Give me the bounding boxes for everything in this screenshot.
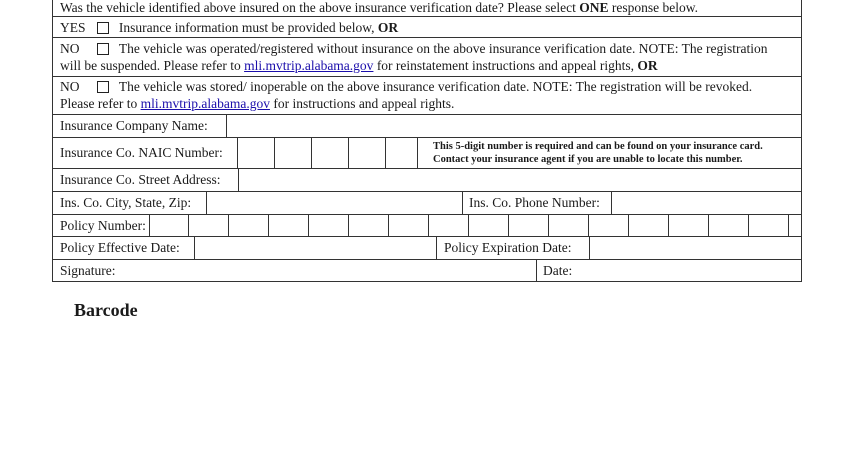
barcode-label: Barcode (74, 300, 138, 320)
policy-number-box[interactable] (388, 215, 429, 236)
naic-digit-box[interactable] (237, 138, 275, 168)
no-operated-option-row: NO The vehicle was operated/registered without insurance on the above insurance verification date. NOTE: The registration will be suspended. Please refer to mli.mvtrip.alabama.gov for reinstatement instructions and appeal rights, OR (52, 38, 802, 77)
company-name-label: Insurance Company Name: (60, 118, 208, 133)
policy-number-row (52, 215, 802, 237)
policy-number-label: Policy Number: (60, 218, 146, 233)
policy-number-box[interactable] (188, 215, 229, 236)
policy-number-box[interactable] (708, 215, 749, 236)
phone-number-field[interactable] (611, 192, 801, 214)
yes-option-row: YES Insurance information must be provided below, OR (52, 17, 802, 38)
naic-digit-box[interactable] (385, 138, 418, 168)
policy-number-box[interactable] (228, 215, 269, 236)
yes-checkbox[interactable] (97, 22, 109, 34)
street-address-field[interactable] (238, 169, 801, 191)
no-operated-checkbox[interactable] (97, 43, 109, 55)
mvtrip-link-2[interactable]: mli.mvtrip.alabama.gov (140, 96, 270, 111)
policy-number-box[interactable] (508, 215, 549, 236)
no-label-1: NO (60, 41, 80, 56)
phone-number-label: Ins. Co. Phone Number: (469, 195, 600, 210)
policy-number-box[interactable] (149, 215, 189, 236)
city-state-zip-field[interactable] (206, 192, 463, 214)
city-phone-row (52, 192, 802, 215)
no-stored-text: The vehicle was stored/ inoperable on the above insurance verification date. NOTE: The registration will be revoked. (118, 79, 753, 94)
no-stored-option-row: NO The vehicle was stored/ inoperable on the above insurance verification date. NOTE: The registration will be revoked. Please refer to mli.mvtrip.alabama.gov for instructions and appeal rights. (52, 77, 802, 115)
policy-number-box[interactable] (428, 215, 469, 236)
expiration-date-label: Policy Expiration Date: (444, 240, 572, 255)
policy-number-box[interactable] (788, 215, 801, 236)
naic-note-line-1: This 5-digit number is required and can be found on your insurance card. (433, 141, 763, 152)
street-address-label: Insurance Co. Street Address: (60, 172, 221, 187)
company-name-row (52, 115, 802, 138)
yes-option-text: Insurance information must be provided below, (118, 20, 378, 35)
insurance-verification-form (52, 0, 802, 282)
city-state-zip-label: Ins. Co. City, State, Zip: (60, 195, 192, 210)
naic-label: Insurance Co. NAIC Number: (60, 145, 223, 160)
policy-number-box[interactable] (268, 215, 309, 236)
street-address-row (52, 169, 802, 192)
policy-number-box[interactable] (308, 215, 349, 236)
policy-dates-row (52, 237, 802, 260)
no-operated-text: The vehicle was operated/registered without insurance on the above insurance verification date. NOTE: The registration (118, 41, 768, 56)
mvtrip-link-1[interactable]: mli.mvtrip.alabama.gov (244, 58, 374, 73)
effective-date-field[interactable] (194, 237, 437, 259)
company-name-field[interactable] (226, 115, 801, 137)
naic-note-line-2: Contact your insurance agent if you are unable to locate this number. (433, 154, 743, 165)
expiration-date-field[interactable] (589, 237, 801, 259)
policy-number-box[interactable] (668, 215, 709, 236)
signature-label: Signature: (60, 263, 116, 278)
no-label-2: NO (60, 79, 80, 94)
naic-digit-box[interactable] (348, 138, 386, 168)
no-stored-checkbox[interactable] (97, 81, 109, 93)
date-label: Date: (543, 263, 573, 278)
policy-number-box[interactable] (748, 215, 789, 236)
naic-digit-box[interactable] (311, 138, 349, 168)
yes-label: YES (60, 20, 86, 35)
question-text: Was the vehicle identified above insured on the above insurance verification date? Please select ONE response below. (60, 0, 698, 15)
policy-number-box[interactable] (468, 215, 509, 236)
policy-number-box[interactable] (548, 215, 589, 236)
effective-date-label: Policy Effective Date: (60, 240, 180, 255)
policy-number-box[interactable] (348, 215, 389, 236)
naic-row (52, 138, 802, 169)
signature-row (52, 260, 802, 282)
policy-number-box[interactable] (628, 215, 669, 236)
policy-number-box[interactable] (588, 215, 629, 236)
naic-digit-box[interactable] (274, 138, 312, 168)
question-row (52, 0, 802, 17)
